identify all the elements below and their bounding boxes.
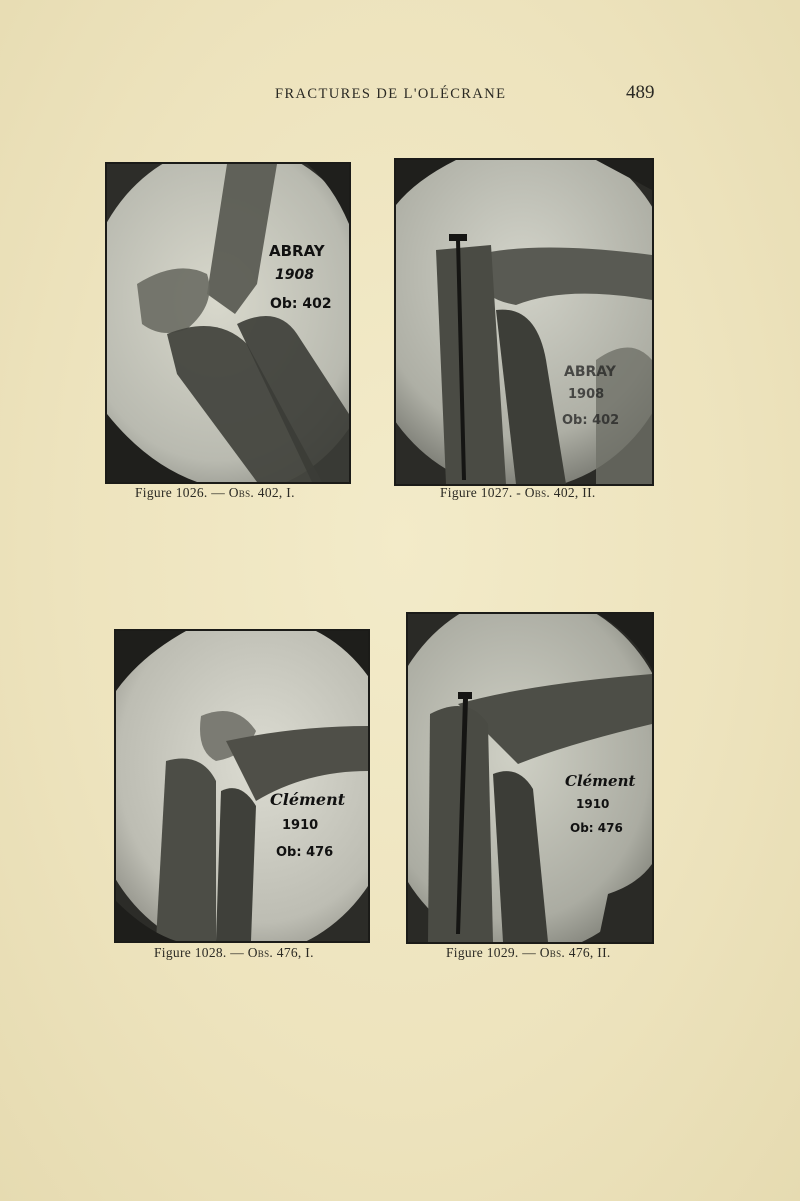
annotation-text: 1908: [568, 387, 605, 402]
xray-figure-1029: [406, 612, 654, 944]
caption-ref: . 402, I.: [250, 485, 295, 500]
xray-figure-1028: [114, 629, 370, 943]
caption-ref: . 402, II.: [546, 485, 596, 500]
caption-label: Figure 1027. -: [440, 485, 525, 500]
annotation-text: Ob: 476: [276, 845, 334, 860]
caption-figure-1027: [440, 485, 596, 501]
caption-figure-1029: [446, 945, 611, 961]
caption-figure-1028: [154, 945, 314, 961]
annotation-text: 1910: [576, 797, 610, 811]
caption-label: Figure 1026. —: [135, 485, 229, 500]
annotation-text: Clément: [565, 772, 636, 790]
xray-figure-1027: [394, 158, 654, 486]
page-number: 489: [626, 82, 655, 103]
annotation-text: ABRAY: [564, 364, 616, 380]
annotation-text: Clément: [270, 790, 346, 809]
annotation-text: 1910: [282, 818, 319, 833]
annotation-text: ABRAY: [269, 242, 325, 260]
annotation-text: Ob: 476: [570, 821, 623, 835]
caption-figure-1026: [135, 485, 295, 501]
caption-obs: Obs: [228, 485, 251, 500]
caption-ref: . 476, I.: [269, 945, 314, 960]
annotation-text: 1908: [275, 267, 314, 283]
xray-figure-1026: [105, 162, 351, 484]
annotation-text: Ob: 402: [270, 296, 332, 312]
running-title: FRACTURES DE L'OLÉCRANE: [275, 86, 507, 102]
caption-label: Figure 1029. —: [446, 945, 540, 960]
caption-label: Figure 1028. —: [154, 945, 248, 960]
caption-obs: Obs: [247, 945, 270, 960]
caption-obs: Obs: [539, 945, 562, 960]
annotation-text: Ob: 402: [562, 413, 620, 428]
caption-obs: Obs: [524, 485, 547, 500]
caption-ref: . 476, II.: [561, 945, 611, 960]
